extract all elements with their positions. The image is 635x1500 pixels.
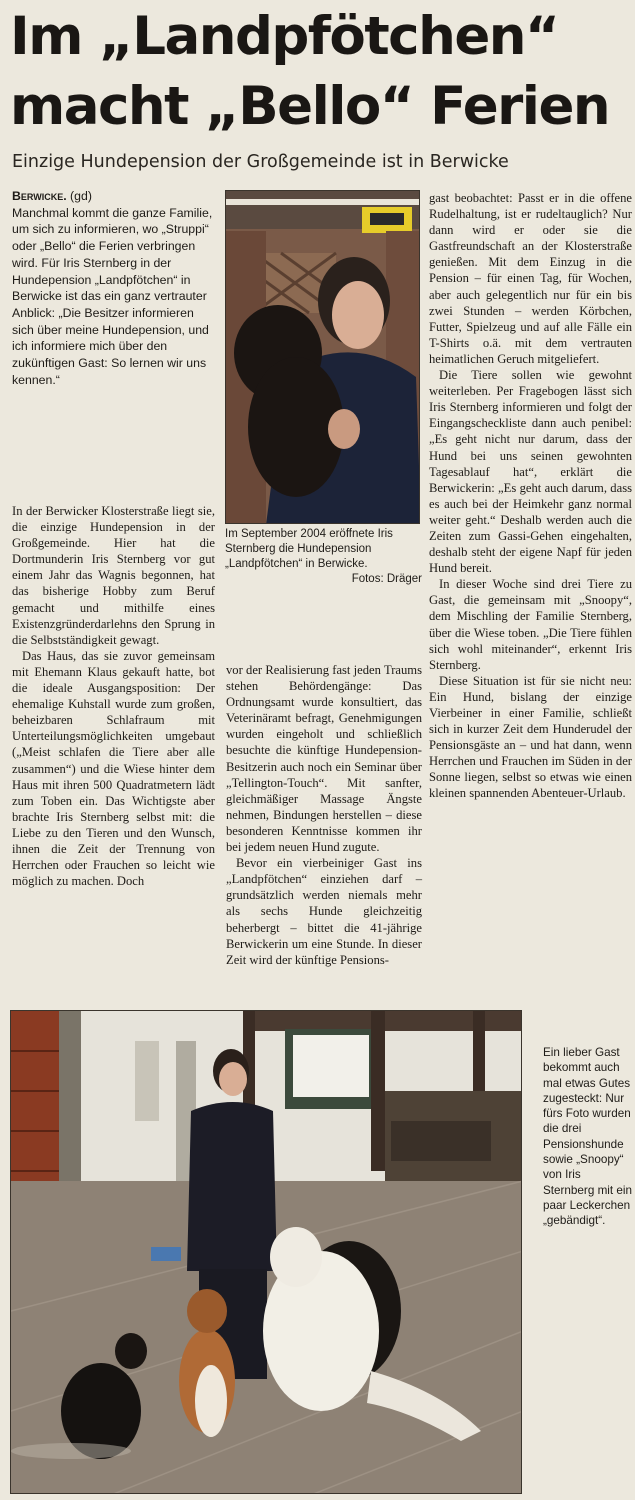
lead-text: Manchmal kommt die ganze Familie, um sich zu informieren, wo „Struppi“ oder „Bello“ die Ferien verbringen wird. Für Iris Sternberg in der Hundepension „Landpfötchen“ in Berwicke ist das ein ganz vertrauter Anblick: „Die Besitzer informieren sich über meine Hundepension, und ich informiere mich über den zukünftigen Gast: So lernen wir uns kennen.“ <box>12 205 213 387</box>
headline <box>10 2 630 142</box>
paragraph: In dieser Woche sind drei Tiere zu Gast, die gemeinsam mit „Snoopy“, dem Mischling der Familie Sternberg, über die Wiese toben. „Die Tiere fühlen sich wohl miteinander“, erkennt Iris Sternberg. <box>429 577 632 672</box>
headline-line-2: macht „Bello“ Ferien <box>10 76 610 137</box>
lead-paragraph <box>12 188 215 388</box>
photo-2-caption: Ein lieber Gast bekommt auch mal etwas Gutes zugesteckt: Nur fürs Foto wurden die drei Pensionshunde sowie „Snoopy“ von Iris Sternberg mit ein paar Leckerchen „gebändigt“. <box>543 1046 632 1228</box>
photo-woman-holding-dog-image <box>226 191 420 524</box>
paragraph: In der Berwicker Klosterstraße liegt sie, die einzige Hundepension in der Großgemeinde. Hier hat die Dortmunderin Iris Sternberg vor gut einem Jahr das Wagnis begonnen, hat das bisherige Hobby zum Beruf gemacht und mithilfe eines Existenzgründerdarlehns den Sprung in die Selbstständigkeit gewagt. <box>12 504 215 647</box>
photo-woman-with-dogs-image <box>11 1011 522 1494</box>
headline-line-1: Im „Landpfötchen“ <box>10 6 559 67</box>
paragraph: Das Haus, das sie zuvor gemeinsam mit Ehemann Klaus gekauft hatte, bot die ideale Ausgangsposition: Der ehemalige Kuhstall wurde zum großen, beheizbaren Schlafraum mit Unterteilungsmöglichkeiten umgebaut („Meist schlafen die Tiere aber alle zusammen“) und die Wiese hinter dem Haus mit ihren 500 Quadratmetern lädt zum Toben ein. Das Wichtigste aber brachte Iris Sternberg selbst mit: die Liebe zu den Tieren und den Wunsch, ihnen die Zeit der Trennung von Herrchen oder Frauchen so leicht wie möglich zu machen. Doch <box>12 648 215 889</box>
paragraph: gast beobachtet: Passt er in die offene Rudelhaltung, ist er rudeltauglich? Nur dann wird er oder sie die Gastfreundschaft an der Klosterstraße genießen. Mit dem Einzug in die Pension – für einen Tag, für Wochen, aber auch gelegentlich nur für ein bis zwei Stunden – werden Körbchen, Futter, Spielzeug und auf alle Fälle ein T-Shirts o.ä. mit dem vertrauten heimatlichen Geruch mitgeliefert. <box>429 191 632 366</box>
subheadline: Einzige Hundepension der Großgemeinde ist in Berwicke <box>12 152 509 172</box>
photo-woman-with-dogs-in-courtyard <box>10 1010 522 1494</box>
paragraph: Diese Situation ist für sie nicht neu: Ein Hund, bislang der einzige Vierbeiner in einer Familie, schließt sich in kurzer Zeit dem Hunderudel der Pensionsgäste an – und hat dann, wenn Herrchen und Frauchen im Süden in der Sonne liegen, selbst so etwas wie einen kleinen spannenden Abenteuer-Urlaub. <box>429 673 632 801</box>
photo-1-caption-text: Im September 2004 eröffnete Iris Sternberg die Hundepension „Landpfötchen“ in Berwicke. <box>225 528 393 570</box>
article-column-3 <box>429 190 632 802</box>
dateline: Berwicke. <box>12 189 67 203</box>
article-column-1 <box>12 503 215 889</box>
byline: (gd) <box>66 189 92 203</box>
photo-1-caption <box>225 527 422 587</box>
paragraph: Bevor ein vierbeiniger Gast ins „Landpfötchen“ einziehen darf – grundsätzlich werden niemals mehr als sechs Hunde gleichzeitig beherbergt – bittet die 41-jährige Berwickerin um eine Stunde. In dieser Zeit wird der künftige Pensions- <box>226 856 422 967</box>
paragraph: vor der Realisierung fast jeden Traums stehen Behördengänge: Das Ordnungsamt wurde konsultiert, das Veterinäramt befragt, Genehmigungen wurden eingeholt und schließlich besuchte die künftige Hundepension-Besitzerin auch noch ein Seminar über „Tellington-Touch“. Mit sanfter, gleichmäßiger Massage Ängste nehmen, Bindungen herstellen – diese besonderen Kenntnisse kommen ihr bei jedem neuen Hund zugute. <box>226 663 422 855</box>
article-column-2 <box>226 662 422 968</box>
photo-woman-holding-dog <box>225 190 420 524</box>
paragraph: Die Tiere sollen wie gewohnt weiterleben. Per Fragebogen lässt sich Iris Sternberg informieren und folgt der Eingangscheckliste dann auch penibel: „Es geht nicht nur darum, dass der Hund bei uns seinen gewohnten Tagesablauf hat“, erklärt die Berwickerin: „Es geht auch darum, dass es auch bei der Heimkehr ganz normal weiter geht.“ Deshalb werden auch die Zeiten zum Gassi-Gehen eingehalten, deshalb steht der eigene Napf für jeden Hund bereit. <box>429 368 632 576</box>
photo-credit: Fotos: Dräger <box>351 573 422 585</box>
